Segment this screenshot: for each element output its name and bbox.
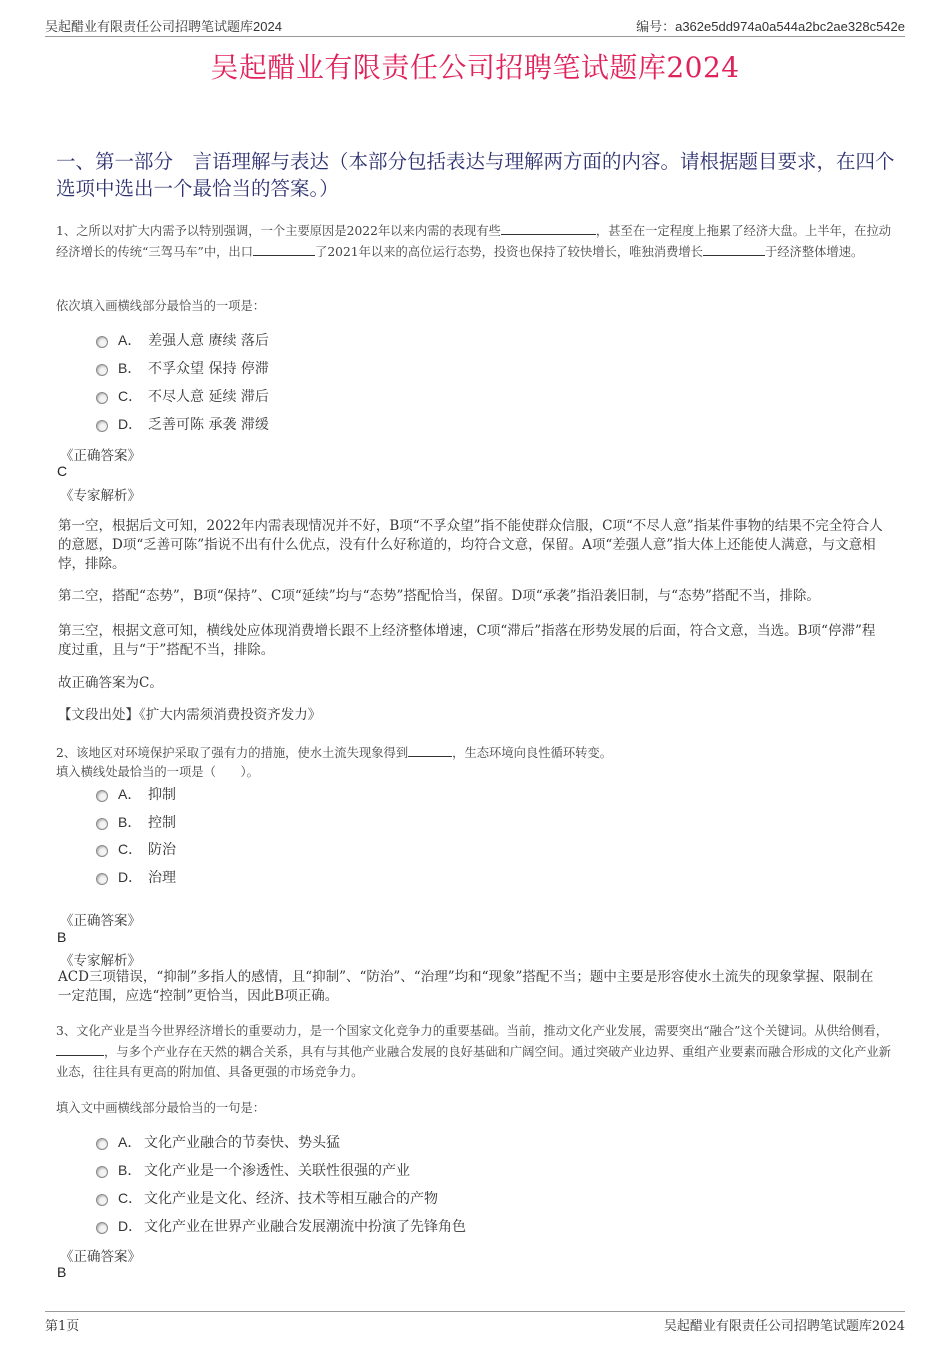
correct-answer-label: 《正确答案》 bbox=[60, 913, 141, 929]
q1-analysis-2: 第二空，搭配“态势”，B项“保持”、C项“延续”均与“态势”搭配恰当，保留。D项“承袭”指沿袭旧制，与“态势”搭配不当，排除。 bbox=[58, 588, 820, 604]
answer-blank bbox=[501, 220, 596, 235]
question-3-text: 3、文化产业是当今世界经济增长的重要动力，是一个国家文化竞争力的重要基础。当前，推动文化产业发展，需要突出“融合”这个关键词。从供给侧看，，与多个产业存在天然的耦合关系，具有与其他产业融合发展的良好基础和广阔空间。通过突破产业边界、重组产业要素而融合形成的文化产业新业态，往往具有更高的附加值、具备更强的市场竞争力。 bbox=[56, 1024, 892, 1079]
radio-icon[interactable] bbox=[96, 1138, 108, 1150]
answer-blank bbox=[56, 1041, 104, 1056]
document-title: 吴起醋业有限责任公司招聘笔试题库2024 bbox=[210, 51, 740, 84]
q3-option-a[interactable]: A． 文化产业融合的节奏快、势头猛 bbox=[96, 1132, 340, 1152]
question-2-text: 2、该地区对环境保护采取了强有力的措施，使水土流失现象得到 ，生态环境向良性循环转变。 bbox=[56, 742, 894, 763]
header-doc-id: 编号：a362e5dd974a0a544a2bc2ae328c542e bbox=[636, 19, 905, 34]
q1-answer: C bbox=[57, 463, 68, 479]
answer-blank bbox=[703, 241, 765, 256]
q3-option-b[interactable]: B． 文化产业是一个渗透性、关联性很强的产业 bbox=[96, 1160, 410, 1180]
radio-icon[interactable] bbox=[96, 845, 108, 857]
header-title: 吴起醋业有限责任公司招聘笔试题库2024 bbox=[45, 19, 282, 34]
correct-answer-label: 《正确答案》 bbox=[60, 448, 141, 464]
radio-icon[interactable] bbox=[96, 420, 108, 432]
page-number: 第1页 bbox=[45, 1319, 80, 1334]
footer-title: 吴起醋业有限责任公司招聘笔试题库2024 bbox=[663, 1319, 905, 1334]
q1-analysis-conclusion: 故正确答案为C。 bbox=[58, 675, 163, 691]
q1-option-a[interactable]: A． 差强人意 赓续 落后 bbox=[96, 330, 269, 350]
q1-option-c[interactable]: C． 不尽人意 延续 滞后 bbox=[96, 386, 269, 406]
radio-icon[interactable] bbox=[96, 1194, 108, 1206]
q2-option-b[interactable]: B． 控制 bbox=[96, 812, 176, 832]
section-heading: 一、第一部分 言语理解与表达（本部分包括表达与理解两方面的内容。请根据题目要求，在四个选项中选出一个最恰当的答案。） bbox=[56, 150, 895, 200]
radio-icon[interactable] bbox=[96, 1166, 108, 1178]
q2-answer: B bbox=[57, 929, 67, 945]
q1-option-d[interactable]: D． 乏善可陈 承袭 滞缓 bbox=[96, 414, 269, 434]
q3-option-d[interactable]: D． 文化产业在世界产业融合发展潮流中扮演了先锋角色 bbox=[96, 1216, 466, 1236]
radio-icon[interactable] bbox=[96, 873, 108, 885]
correct-answer-label: 《正确答案》 bbox=[60, 1249, 141, 1265]
radio-icon[interactable] bbox=[96, 818, 108, 830]
page-footer bbox=[45, 1311, 905, 1334]
radio-icon[interactable] bbox=[96, 790, 108, 802]
page-header bbox=[45, 14, 905, 37]
q2-option-c[interactable]: C． 防治 bbox=[96, 839, 176, 859]
q1-option-b[interactable]: B． 不孚众望 保持 停滞 bbox=[96, 358, 269, 378]
q2-option-a[interactable]: A． 抑制 bbox=[96, 784, 176, 804]
q3-answer: B bbox=[57, 1264, 67, 1280]
radio-icon[interactable] bbox=[96, 336, 108, 348]
q1-source: 【文段出处】《扩大内需须消费投资齐发力》 bbox=[58, 707, 322, 723]
q1-analysis-1: 第一空，根据后文可知，2022年内需表现情况并不好，B项“不孚众望”指不能使群众信服，C项“不尽人意”指某件事物的结果不完全符合人的意愿，D项“乏善可陈”指说不出有什么优点，没有什么好称道的，均符合文意，保留。A项“差强人意”指大体上还能使人满意，与文意相悖，排除。 bbox=[58, 518, 883, 572]
expert-analysis-label: 《专家解析》 bbox=[60, 488, 141, 504]
answer-blank bbox=[408, 742, 452, 757]
radio-icon[interactable] bbox=[96, 364, 108, 376]
question-1-text: 1、之所以对扩大内需予以特别强调，一个主要原因是2022年以来内需的表现有些 ，甚至在一定程度上拖累了经济大盘。上半年，在拉动经济增长的传统“三驾马车”中，出口 了2021年以来的高位运行态势，投资也保持了较快增长，唯独消费增长 于经济整体增速。 bbox=[56, 220, 894, 262]
question-1-instruction: 依次填入画横线部分最恰当的一项是： bbox=[56, 299, 266, 313]
question-2-instruction: 填入横线处最恰当的一项是（ ）。 bbox=[56, 765, 259, 779]
q1-analysis-3: 第三空，根据文意可知，横线处应体现消费增长跟不上经济整体增速，C项“滞后”指落在形势发展的后面，符合文意，当选。B项“停滞”程度过重，且与“于”搭配不当，排除。 bbox=[58, 623, 876, 658]
answer-blank bbox=[253, 241, 315, 256]
q2-option-d[interactable]: D． 治理 bbox=[96, 867, 176, 887]
radio-icon[interactable] bbox=[96, 392, 108, 404]
question-3-instruction: 填入文中画横线部分最恰当的一句是： bbox=[56, 1101, 266, 1115]
radio-icon[interactable] bbox=[96, 1222, 108, 1234]
q3-option-c[interactable]: C． 文化产业是文化、经济、技术等相互融合的产物 bbox=[96, 1188, 438, 1208]
expert-analysis-label: 《专家解析》 bbox=[60, 953, 141, 969]
q2-analysis: ACD三项错误，“抑制”多指人的感情，且“抑制”、“防治”、“治理”均和“现象”搭配不当；题中主要是形容使水土流失的现象掌握、限制在一定范围，应选“控制”更恰当，因此B项正确。 bbox=[58, 969, 874, 1004]
